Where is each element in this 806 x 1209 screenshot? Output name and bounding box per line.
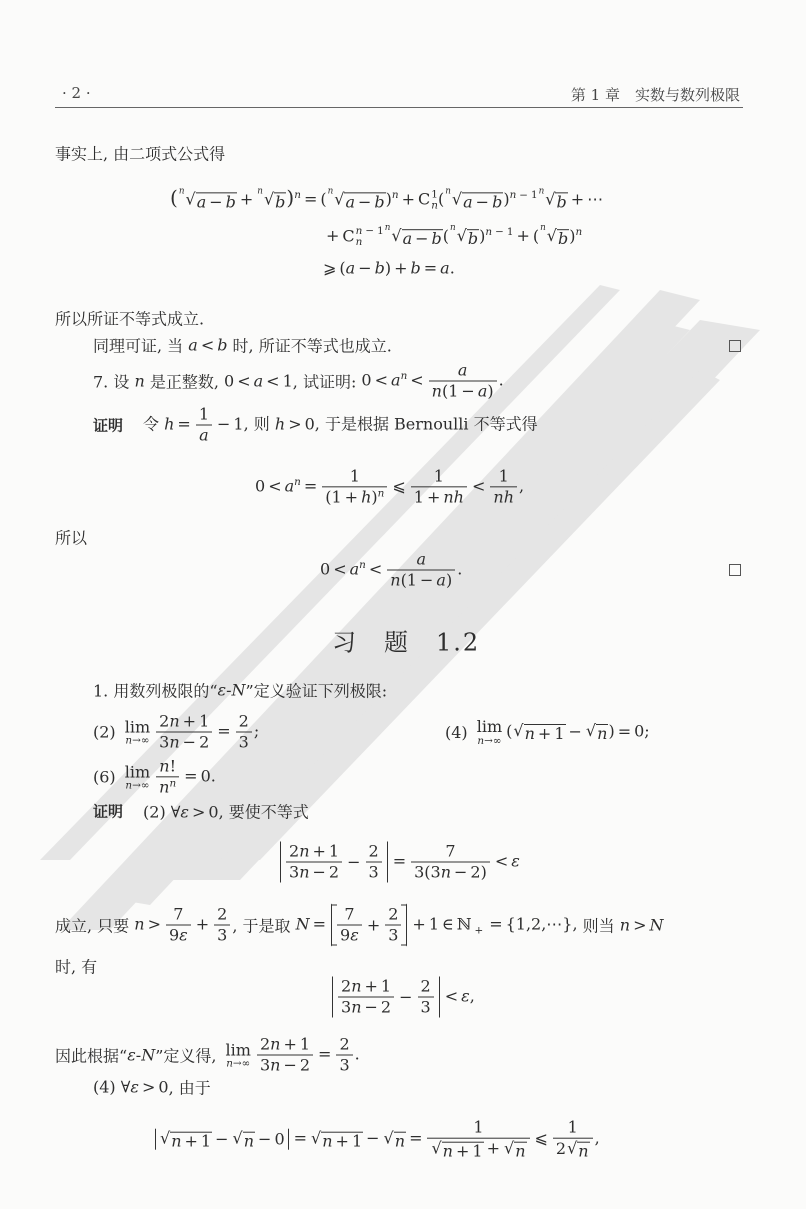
equation: + C n − 1 n n √ a − b ( n √ b )$^{n - 1}$ + ( n √ b )$^n$ bbox=[326, 223, 583, 249]
equation: $\frac{2n + 1}{3n - 2}$ − $\frac{2}{3}$ < ε, bbox=[330, 977, 475, 1018]
equation: ( n √ a − b + n √ b )$^n$ = ( n √ a − b )$^n$ + C 1 n ( n √ a − b )$^{n - 1}$ n √ b + ⋯ bbox=[170, 185, 604, 212]
equation: ⩾ (a − b) + b = a. bbox=[323, 258, 455, 278]
qed-icon bbox=[729, 340, 741, 352]
proof-label: 证明 bbox=[93, 802, 124, 821]
text-line: 因此根据“ ε-N ”定义得, lim n→∞ $\frac{2n + 1}{3n - 2}$ = $\frac{2}{3}$ . bbox=[55, 1034, 360, 1075]
qed-icon bbox=[729, 564, 741, 576]
equation: $\frac{2n + 1}{3n - 2}$ − $\frac{2}{3}$ = $\frac{7}{3(3n - 2)}$ < ε bbox=[278, 842, 520, 883]
proof-text: (2) ∀ε > 0, 要使不等式 bbox=[143, 802, 309, 822]
text-line: 所以 bbox=[55, 528, 88, 548]
exercise-1-6: (6) lim n→∞ $\frac{n!}{n^n}$ = 0. bbox=[93, 756, 216, 797]
text-line: 所以所证不等式成立. bbox=[55, 309, 205, 329]
equation: $0 < a^n$ = $\frac{1}{(1 + h)^n}$ ⩽ $\frac{1}{1 + nh}$ < $\frac{1}{nh}$ , bbox=[255, 466, 525, 507]
exercise-1-4: (4) lim n→∞ ( √ n + 1 − √ n ) = 0; bbox=[445, 717, 650, 747]
chapter-title: 第 1 章 实数与数列极限 bbox=[570, 86, 740, 104]
equation: $0 < a^n$ < $\frac{a}{n(1 - a)}$ . bbox=[320, 549, 463, 590]
exercise-1: 1. 用数列极限的“ ε-N ”定义验证下列极限: bbox=[93, 680, 388, 701]
section-title: 习 题 1.2 bbox=[332, 628, 481, 657]
text-line: (4) ∀ε > 0 , 由于 bbox=[93, 1077, 211, 1098]
header-rule bbox=[55, 107, 743, 108]
equation: √ n + 1 − √ n − 0 = √ n + 1 − √ n = 1 √ n + 1 + √ n ⩽ 1 2 √ n , bbox=[153, 1118, 600, 1161]
proof-line bbox=[93, 800, 309, 823]
page-number: · 2 · bbox=[62, 84, 91, 102]
proof-label: 证明 bbox=[93, 416, 124, 435]
proof-line bbox=[93, 405, 538, 446]
text-line: 事实上, 由二项式公式得 bbox=[55, 144, 226, 164]
text-line: 同理可证, 当 a < b 时, 所证不等式也成立. bbox=[93, 335, 392, 356]
text-line: 成立, 只要 n > $\frac{7}{9\varepsilon}$ + $\frac{2}{3}$ , 于是取 N = $\frac{7}{9\varepsilon}$ + $\frac{2}{3}$ + 1 ∈ ℕ $_+$ = {1,2,⋯}, 则当 n > N bbox=[55, 904, 664, 945]
proof-text: 令 h = $\frac{1}{a}$ − 1, 则 h > 0, 于是根据 Bernoulli 不等式得 bbox=[143, 404, 538, 445]
text-line: 时, 有 bbox=[55, 957, 98, 977]
problem-7: 7. 设 n 是正整数, 0 < a < 1 , 试证明: $0 < a^n$ < $\frac{a}{n(1 - a)}$ . bbox=[93, 360, 504, 401]
exercise-1-2: (2) lim n→∞ $\frac{2n + 1}{3n - 2}$ = $\frac{2}{3}$ ; bbox=[93, 711, 260, 752]
